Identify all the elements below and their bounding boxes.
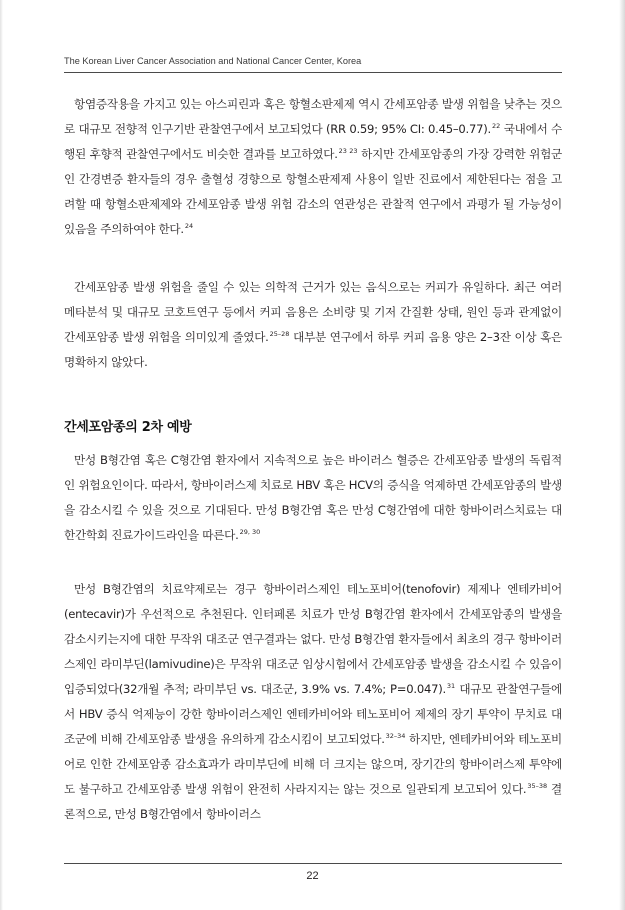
citation-ref: 24 <box>184 222 194 230</box>
paragraph-text: 국내에서 수행된 후향적 관찰연구에서도 비슷한 결과를 보고하였다. <box>64 122 562 161</box>
paragraph-text: 결론적으로, 만성 B형간염에서 항바이러스 <box>64 782 562 821</box>
page-edge-shadow-left <box>0 0 3 910</box>
citation-ref: 29, 30 <box>239 528 261 536</box>
paragraph-text: 하지만, 엔테카비어와 테노포비어로 인한 간세포암종 감소효과가 라미부딘에 비해 더 크지는 않으며, 장기간의 항바이러스제 투약에도 불구하고 간세포암종 발생 위험이 완전히 사라지지는 않는 것으로 일관되게 보고되어 있다. <box>64 732 562 796</box>
paragraph-text: 만성 B형간염의 치료약제로는 경구 항바이러스제인 테노포비어(tenofovir) 제제나 엔테카비어(entecavir)가 우선적으로 추천된다. 인터페론 치료가 만성 B형간염 환자에서 간세포암종의 발생을 감소시키는지에 대한 무작위 대조군 연구결과는 없다. 만성 B형간염 환자들에서 최초의 경구 항바이러스제인 라미부딘(lamivudine)은 무작위 대조군 임상시험에서 간세포암종 발생을 감소시킬 수 있음이 입증되었다(32개월 추적; 라미부딘 vs. 대조군, 3.9% vs. 7.4%; P=0.047). <box>64 582 562 696</box>
page-number: 22 <box>306 870 319 882</box>
paragraph-text: 하지만 간세포암종의 가장 강력한 위험군인 간경변증 환자들의 경우 출혈성 경향으로 항혈소판제제 사용이 일반 진료에서 제한된다는 점을 고려할 때 항혈소판제제와 간세포암종 발생 위험 감소의 연관성은 관찰적 연구에서 과평가 될 가능성이 있음을 주의하여야 한다. <box>64 147 562 236</box>
paragraph-text: 만성 B형간염 혹은 C형간염 환자에서 지속적으로 높은 바이러스 혈증은 간세포암종 발생의 독립적인 위험요인이다. 따라서, 항바이러스제 치료로 HBV 혹은 HCV의 증식을 억제하면 간세포암종의 발생을 감소시킬 수 있을 것으로 기대된다. 만성 B형간염 혹은 만성 C형간염에 대한 항바이러스치료는 대한간학회 진료가이드라인을 따른다. <box>64 453 562 542</box>
citation-ref: 25–28 <box>269 330 290 338</box>
paragraph-antiplatelet <box>64 92 562 242</box>
paragraph-coffee <box>64 275 562 375</box>
paragraph-hbv-treatment <box>64 577 562 827</box>
citation-ref: 32–34 <box>385 732 406 740</box>
running-header: The Korean Liver Cancer Association and National Cancer Center, Korea <box>64 56 362 66</box>
citation-ref: 31 <box>446 682 456 690</box>
paragraph-antiviral-intro <box>64 448 562 548</box>
paragraph-text: 대부분 연구에서 하루 커피 음용 양은 2–3잔 이상 혹은 명확하지 않았다. <box>64 330 562 369</box>
citation-ref: 35–38 <box>527 782 548 790</box>
citation-ref: 22 <box>491 122 501 130</box>
section-heading: 간세포암종의 2차 예방 <box>64 420 192 435</box>
footer-rule <box>64 863 562 864</box>
paragraph-text: 대규모 관찰연구들에서 HBV 증식 억제능이 강한 항바이러스제인 엔테카비어와 테노포비어 제제의 장기 투약이 무치료 대조군에 비해 간세포암종 발생을 유의하게 감소시킴이 보고되었다. <box>64 682 563 746</box>
paragraph-text: 항염증작용을 가지고 있는 아스피린과 혹은 항혈소판제제 역시 간세포암종 발생 위험을 낮추는 것으로 대규모 전향적 인구기반 관찰연구에서 보고되었다 (RR 0.59; 95% CI: 0.45–0.77). <box>64 97 562 136</box>
citation-ref: 23 23 <box>338 147 358 155</box>
header-rule <box>64 72 562 73</box>
page-edge-shadow-right <box>619 0 625 910</box>
paragraph-text: 간세포암종 발생 위험을 줄일 수 있는 의학적 근거가 있는 음식으로는 커피가 유일하다. 최근 여러 메타분석 및 대규모 코호트연구 등에서 커피 음용은 소비량 및 기저 간질환 상태, 원인 등과 관계없이 간세포암종 발생 위험을 의미있게 줄였다. <box>64 280 562 344</box>
